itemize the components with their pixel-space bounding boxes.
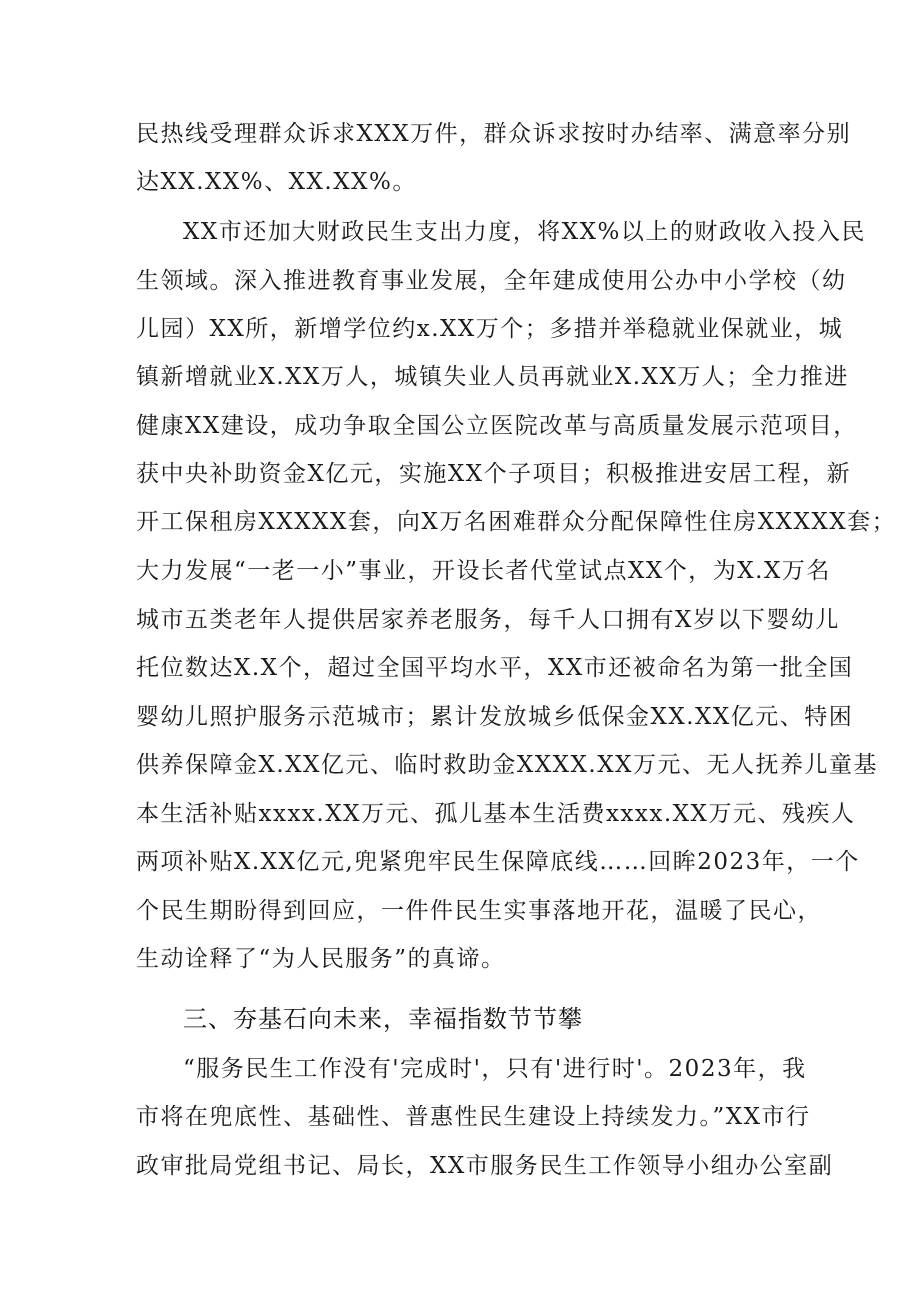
text-line: 大力发展“一老一小”事业，开设长者代堂试点XX个，为X.X万名 [136, 558, 831, 584]
text-line: 儿园）XX所，新增学位约x.XX万个；多措并举稳就业保就业，城 [136, 316, 844, 342]
text-line: 托位数达X.X个，超过全国平均水平，XX市还被命名为第一批全国 [136, 655, 854, 681]
text-line: 获中央补助资金X亿元，实施XX个子项目；积极推进安居工程，新 [136, 461, 852, 487]
text-line: 开工保租房XXXXX套，向X万名困难群众分配保障性住房XXXXX套； [136, 509, 897, 535]
text-line: 生动诠释了“为人民服务”的真谛。 [136, 946, 506, 972]
text-line: 城市五类老年人提供居家养老服务，每千人口拥有X岁以下婴幼儿 [136, 607, 840, 633]
text-line: 生领域。深入推进教育事业发展，全年建成使用公办中小学校（幼 [136, 268, 847, 294]
text-line: 政审批局党组书记、局长，XX市服务民生工作领导小组办公室副 [136, 1153, 834, 1179]
text-line: 个民生期盼得到回应，一件件民生实事落地开花，温暖了民心， [136, 898, 822, 924]
text-line: 达XX.XX%、XX.XX%。 [136, 169, 417, 195]
text-line: 本生活补贴xxxx.XX万元、孤儿基本生活费xxxx.XX万元、残疾人 [136, 801, 856, 827]
text-line: “服务民生工作没有'完成时'，只有'进行时'。2023年，我 [183, 1056, 807, 1082]
text-line: 镇新增就业X.XX万人，城镇失业人员再就业X.XX万人；全力推进 [136, 364, 849, 390]
text-line: 供养保障金X.XX亿元、临时救助金XXXX.XX万元、无人抚养儿童基 [136, 752, 878, 778]
text-line: XX市还加大财政民生支出力度，将XX%以上的财政收入投入民 [183, 219, 866, 245]
text-line: 两项补贴X.XX亿元,兜紧兜牢民生保障底线……回眸2023年，一个 [136, 849, 860, 875]
section-heading: 三、夯基石向未来，幸福指数节节攀 [183, 1005, 583, 1033]
text-line: 健康XX建设，成功争取全国公立医院改革与高质量发展示范项目， [136, 413, 858, 439]
text-line: 民热线受理群众诉求XXX万件，群众诉求按时办结率、满意率分别 [136, 121, 852, 147]
text-line: 婴幼儿照护服务示范城市；累计发放城乡低保金XX.XX亿元、特困 [136, 704, 854, 730]
text-line: 市将在兜底性、基础性、普惠性民生建设上持续发力。”XX市行 [136, 1104, 811, 1130]
